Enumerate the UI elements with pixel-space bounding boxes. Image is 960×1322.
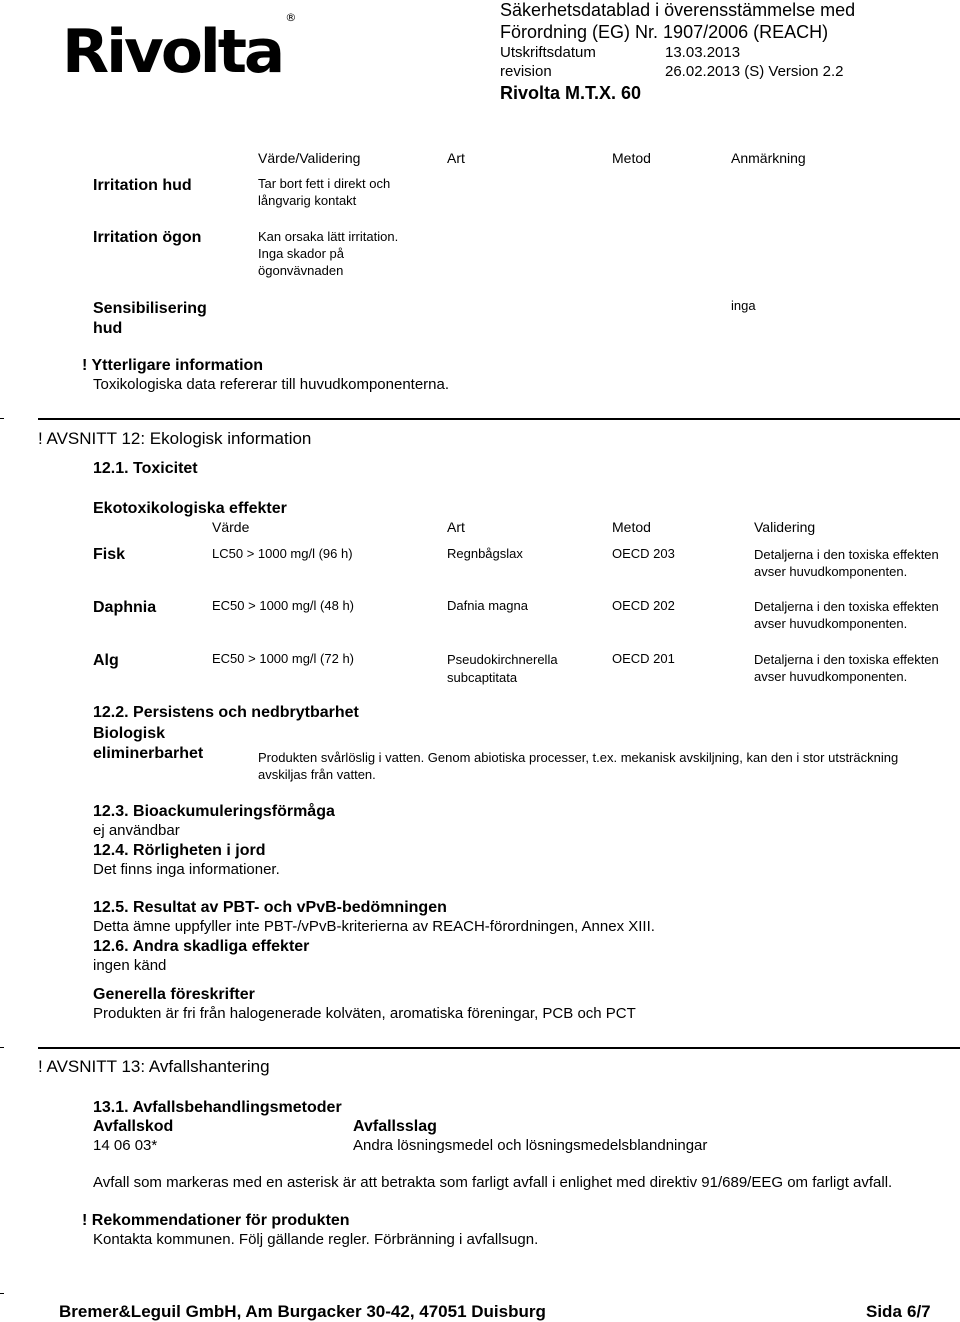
brand-logo: Rivolta ® <box>62 11 297 87</box>
general-rules-title: Generella föreskrifter <box>93 986 255 1003</box>
pbt-text: Detta ämne uppfyller inte PBT-/vPvB-kriterierna av REACH-förordningen, Annex XIII. <box>93 918 655 935</box>
extra-info-title: ! Ytterligare information <box>82 357 264 374</box>
tox-header-method: Metod <box>612 150 651 166</box>
regulation-title: Förordning (EG) Nr. 1907/2006 (REACH) <box>500 22 829 42</box>
tox-row-remark: inga <box>731 298 756 313</box>
tox-row-label: Irritation hud <box>93 177 192 194</box>
footer-company: Bremer&Leguil GmbH, Am Burgacker 30-42, 47051 Duisburg <box>59 1302 546 1321</box>
margin-tick <box>0 1293 4 1294</box>
eco-row-method: OECD 202 <box>612 598 675 613</box>
eco-row-value: LC50 > 1000 mg/l (96 h) <box>212 546 353 561</box>
tox-header-remark: Anmärkning <box>731 150 806 166</box>
eco-row-organism: Fisk <box>93 546 126 563</box>
eco-row-validation: Detaljerna i den toxiska effekten avser huvudkomponenten. <box>754 652 939 684</box>
toxicity-subtitle: 12.1. Toxicitet <box>93 460 198 477</box>
eco-row-species: Regnbågslax <box>447 546 523 561</box>
waste-code-header: Avfallskod <box>93 1118 174 1135</box>
biodegradability-label: Biologisk eliminerbarhet <box>93 725 204 762</box>
eco-row-validation: Detaljerna i den toxiska effekten avser huvudkomponenten. <box>754 547 939 579</box>
tox-header-species: Art <box>447 150 465 166</box>
eco-row-species: Pseudokirchnerella subcaptitata <box>447 652 558 685</box>
mobility-text: Det finns inga informationer. <box>93 861 280 878</box>
waste-code-value: 14 06 03* <box>93 1137 158 1154</box>
document-title: Säkerhetsdatablad i överensstämmelse med <box>500 0 856 20</box>
margin-tick <box>0 418 4 419</box>
waste-methods-subtitle: 13.1. Avfallsbehandlingsmetoder <box>93 1099 342 1116</box>
eco-row-value: EC50 > 1000 mg/l (72 h) <box>212 651 354 666</box>
revision-label: revision <box>500 63 552 80</box>
print-date-label: Utskriftsdatum <box>500 44 596 61</box>
eco-header-validation: Validering <box>754 519 816 535</box>
other-effects-subtitle: 12.6. Andra skadliga effekter <box>93 938 310 955</box>
mobility-subtitle: 12.4. Rörligheten i jord <box>93 842 266 859</box>
eco-row-validation: Detaljerna i den toxiska effekten avser huvudkomponenten. <box>754 599 939 631</box>
persistence-subtitle: 12.2. Persistens och nedbrytbarhet <box>93 704 359 721</box>
tox-header-value: Värde/Validering <box>258 150 361 166</box>
print-date-value: 13.03.2013 <box>665 44 741 61</box>
recommendations-text: Kontakta kommunen. Följ gällande regler. Förbränning i avfallsugn. <box>93 1231 539 1248</box>
footer-page-label: Sida <box>866 1302 902 1321</box>
pbt-subtitle: 12.5. Resultat av PBT- och vPvB-bedömningen <box>93 899 447 916</box>
section-divider <box>38 418 960 420</box>
tox-row-value: Kan orsaka lätt irritation. Inga skador på ögonvävnaden <box>258 229 399 278</box>
product-name: Rivolta M.T.X. 60 <box>500 83 642 103</box>
footer-page-number: 6/7 <box>907 1302 931 1321</box>
bioaccumulation-subtitle: 12.3. Bioackumuleringsförmåga <box>93 803 335 820</box>
biodegradability-text: Produkten svårlöslig i vatten. Genom abiotiska processer, t.ex. mekanisk avskiljning, kan den i stor utsträckning avskiljas från vatten. <box>258 750 899 782</box>
eco-header-species: Art <box>447 519 465 535</box>
recommendations-title: ! Rekommendationer för produkten <box>82 1212 350 1229</box>
revision-value: 26.02.2013 (S) Version 2.2 <box>665 63 844 80</box>
section-divider <box>38 1047 960 1049</box>
section12-title: ! AVSNITT 12: Ekologisk information <box>38 429 312 448</box>
eco-row-method: OECD 203 <box>612 546 675 561</box>
eco-header-value: Värde <box>212 519 250 535</box>
eco-header-method: Metod <box>612 519 651 535</box>
hazardous-waste-note: Avfall som markeras med en asterisk är att betrakta som farligt avfall i enlighet med direktiv 91/689/EEG om farligt avfall. <box>93 1174 893 1191</box>
eco-row-method: OECD 201 <box>612 651 675 666</box>
tox-row-label: Irritation ögon <box>93 229 202 246</box>
tox-row-label: Sensibilisering hud <box>93 300 207 337</box>
eco-row-value: EC50 > 1000 mg/l (48 h) <box>212 598 354 613</box>
bioaccumulation-text: ej användbar <box>93 822 180 839</box>
other-effects-text: ingen känd <box>93 957 167 974</box>
eco-row-organism: Alg <box>93 652 119 669</box>
margin-tick <box>0 1047 4 1048</box>
general-rules-text: Produkten är fri från halogenerade kolväten, aromatiska föreningar, PCB och PCT <box>93 1005 636 1022</box>
section13-title: ! AVSNITT 13: Avfallshantering <box>38 1057 270 1076</box>
waste-type-header: Avfallsslag <box>353 1118 437 1135</box>
tox-row-value: Tar bort fett i direkt och långvarig kontakt <box>258 176 391 208</box>
eco-row-organism: Daphnia <box>93 599 157 616</box>
eco-row-species: Dafnia magna <box>447 598 528 613</box>
eco-effects-title: Ekotoxikologiska effekter <box>93 500 287 517</box>
extra-info-text: Toxikologiska data refererar till huvudkomponenterna. <box>93 376 450 393</box>
waste-type-value: Andra lösningsmedel och lösningsmedelsblandningar <box>353 1137 708 1154</box>
